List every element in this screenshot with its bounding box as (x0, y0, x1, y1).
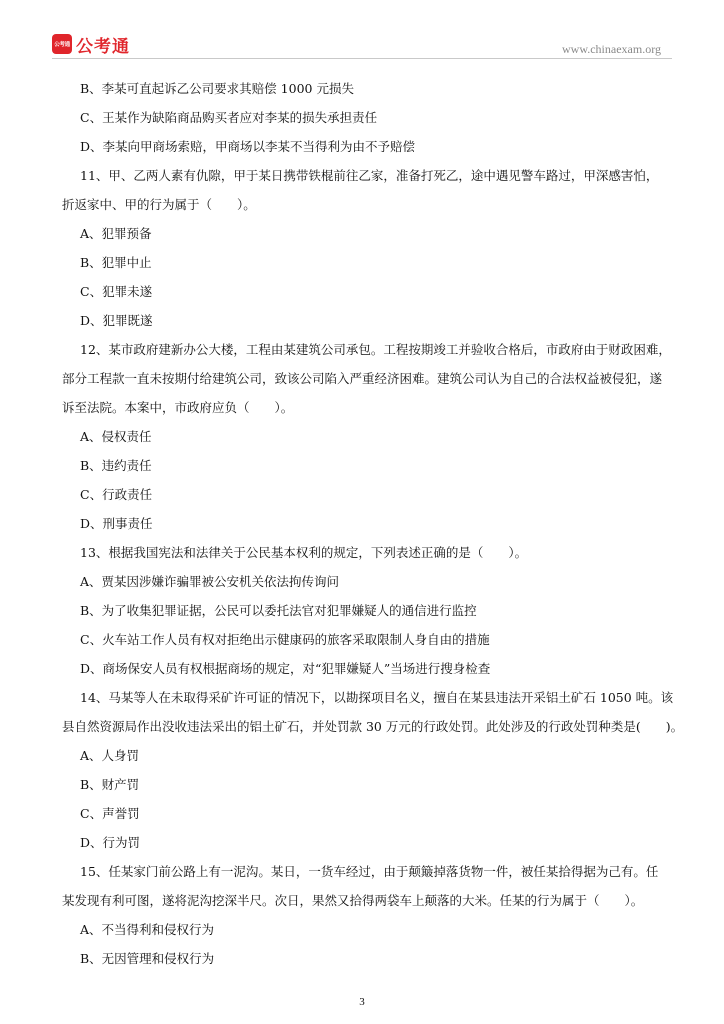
header-divider (52, 58, 672, 59)
logo[interactable] (52, 33, 130, 55)
logo-mark-icon: 公考通 (52, 34, 72, 54)
answer-option: D、行为罚 (80, 835, 141, 850)
question-text: 15、任某家门前公路上有一泥沟。某日，一货车经过，由于颠簸掉落货物一件，被任某拾得据为己有。任 (80, 864, 659, 879)
question-text: 13、根据我国宪法和法律关于公民基本权利的规定，下列表述正确的是（ ）。 (80, 545, 528, 560)
answer-option: B、李某可直起诉乙公司要求其赔偿 1000 元损失 (80, 81, 354, 96)
question-text-continued: 部分工程款一直未按期付给建筑公司，致该公司陷入严重经济困难。建筑公司认为自己的合法权益被侵犯，遂 (62, 371, 663, 386)
answer-option: A、犯罪预备 (80, 226, 152, 241)
answer-option: D、李某向甲商场索赔，甲商场以李某不当得利为由不予赔偿 (80, 139, 416, 154)
answer-option: D、商场保安人员有权根据商场的规定，对“犯罪嫌疑人”当场进行搜身检查 (80, 661, 491, 676)
answer-option: C、王某作为缺陷商品购买者应对李某的损失承担责任 (80, 110, 378, 125)
answer-option: B、财产罚 (80, 777, 140, 792)
question-text-continued: 诉至法院。本案中，市政府应负（ ）。 (62, 400, 294, 415)
site-url[interactable]: www.chinaexam.org (562, 42, 661, 56)
answer-option: A、侵权责任 (80, 429, 152, 444)
answer-option: C、犯罪未遂 (80, 284, 153, 299)
question-text: 14、马某等人在未取得采矿许可证的情况下，以勘探项目名义，擅自在某县违法开采铝土矿石 1050 吨。该 (80, 690, 674, 705)
answer-option: C、火车站工作人员有权对拒绝出示健康码的旅客采取限制人身自由的措施 (80, 632, 490, 647)
answer-option: A、贾某因涉嫌诈骗罪被公安机关依法拘传询问 (80, 574, 340, 589)
question-text: 11、甲、乙两人素有仇隙，甲于某日携带铁棍前往乙家，准备打死乙，途中遇见警车路过，甲深感害怕， (80, 168, 659, 183)
answer-option: C、声誉罚 (80, 806, 140, 821)
answer-option: B、违约责任 (80, 458, 152, 473)
question-text-continued: 某发现有利可图，遂将泥沟挖深半尺。次日，果然又拾得两袋车上颠落的大米。任某的行为属于（ ）。 (62, 893, 644, 908)
question-text-continued: 县自然资源局作出没收违法采出的铝土矿石，并处罚款 30 万元的行政处罚。此处涉及的行政处罚种类是( )。 (62, 719, 684, 734)
answer-option: B、犯罪中止 (80, 255, 152, 270)
answer-option: A、不当得利和侵权行为 (80, 922, 215, 937)
answer-option: A、人身罚 (80, 748, 140, 763)
answer-option: D、刑事责任 (80, 516, 153, 531)
answer-option: C、行政责任 (80, 487, 153, 502)
answer-option: B、为了收集犯罪证据，公民可以委托法官对犯罪嫌疑人的通信进行监控 (80, 603, 477, 618)
question-text-continued: 折返家中、甲的行为属于（ ）。 (62, 197, 256, 212)
answer-option: D、犯罪既遂 (80, 313, 153, 328)
logo-text: 公考通 (76, 36, 130, 57)
document-body (62, 74, 684, 973)
question-text: 12、某市政府建新办公大楼，工程由某建筑公司承包。工程按期竣工并验收合格后，市政府由于财政困难， (80, 342, 671, 357)
page-number: 3 (359, 996, 365, 1008)
page-header (0, 0, 724, 60)
answer-option: B、无因管理和侵权行为 (80, 951, 215, 966)
